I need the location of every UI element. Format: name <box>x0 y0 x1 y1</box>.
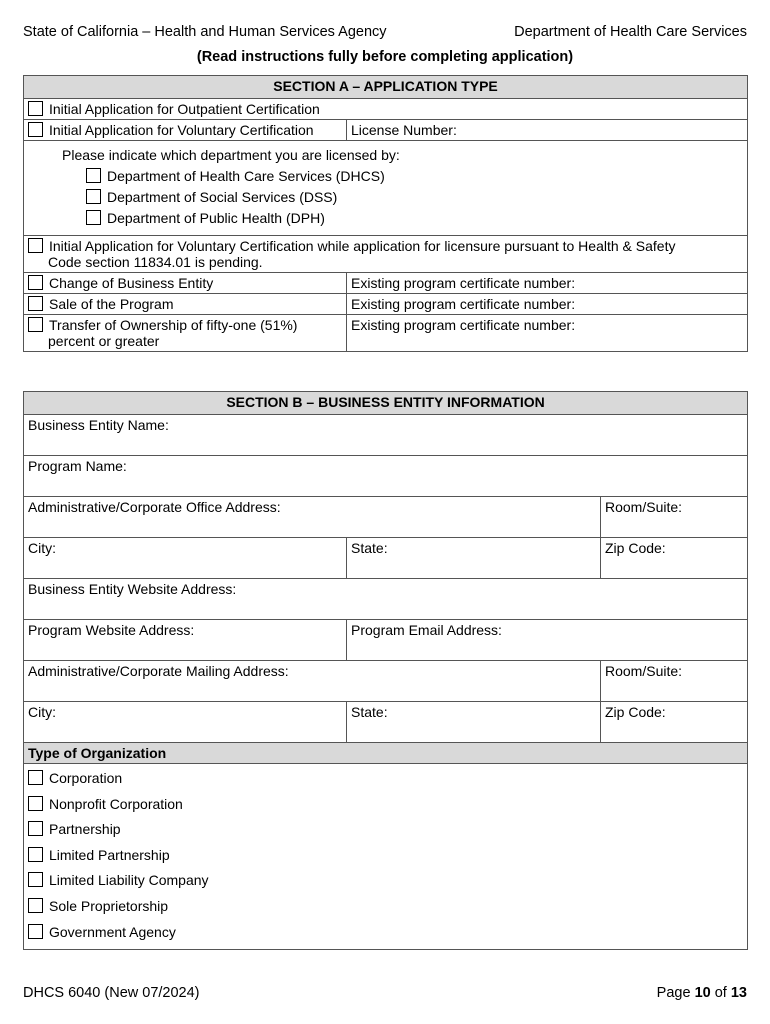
dph-checkbox[interactable] <box>86 210 101 225</box>
outpatient-row <box>24 99 748 120</box>
section-a-title: SECTION A – APPLICATION TYPE <box>24 76 748 99</box>
org-type-list <box>24 764 748 950</box>
program-website-field[interactable] <box>24 620 347 661</box>
voluntary-cell <box>24 120 347 141</box>
room-suite-field[interactable] <box>601 661 748 702</box>
license-number-field[interactable] <box>347 120 748 141</box>
dept-option <box>86 187 743 208</box>
state-field[interactable] <box>347 702 601 743</box>
city-label: City: <box>28 704 56 720</box>
state-label: State: <box>351 540 388 556</box>
section-b-table <box>23 391 748 950</box>
room-suite-field[interactable] <box>601 497 748 538</box>
sale-checkbox[interactable] <box>28 296 43 311</box>
nonprofit-checkbox[interactable] <box>28 796 43 811</box>
agency-header: State of California – Health and Human Services Agency <box>23 24 387 40</box>
transfer-checkbox[interactable] <box>28 317 43 332</box>
voluntary-pending-label: Initial Application for Voluntary Certification while application for licensure pursuant to Health & Safety <box>49 238 676 254</box>
change-entity-cell <box>24 273 347 294</box>
voluntary-checkbox[interactable] <box>28 122 43 137</box>
dhcs-checkbox[interactable] <box>86 168 101 183</box>
sale-cell <box>24 294 347 315</box>
zip-field[interactable] <box>601 702 748 743</box>
existing-cert-field[interactable] <box>347 273 748 294</box>
org-type-label: Limited Partnership <box>49 846 170 863</box>
transfer-label: Transfer of Ownership of fifty-one (51%) <box>49 317 298 333</box>
change-entity-label: Change of Business Entity <box>49 275 214 291</box>
entity-name-field[interactable] <box>24 415 748 456</box>
existing-cert-field[interactable] <box>347 315 748 352</box>
program-name-field[interactable] <box>24 456 748 497</box>
outpatient-label: Initial Application for Outpatient Certification <box>49 101 320 117</box>
change-entity-checkbox[interactable] <box>28 275 43 290</box>
state-field[interactable] <box>347 538 601 579</box>
city-label: City: <box>28 540 56 556</box>
dept-option <box>86 166 743 187</box>
room-suite-label: Room/Suite: <box>605 663 683 679</box>
section-a-table <box>23 75 748 352</box>
org-type-label: Limited Liability Company <box>49 872 209 889</box>
org-type-label: Sole Proprietorship <box>49 897 169 914</box>
page-of: of <box>714 985 727 1001</box>
org-type-option <box>28 894 743 920</box>
admin-address-label: Administrative/Corporate Office Address: <box>28 499 281 515</box>
org-type-label: Partnership <box>49 821 121 838</box>
licensed-by-prompt: Please indicate which department you are licensed by: <box>62 147 400 163</box>
limited-partnership-checkbox[interactable] <box>28 847 43 862</box>
program-website-label: Program Website Address: <box>28 622 195 638</box>
org-type-title: Type of Organization <box>24 743 748 764</box>
license-number-label: License Number: <box>351 122 457 138</box>
transfer-label-2: percent or greater <box>48 333 160 349</box>
entity-website-field[interactable] <box>24 579 748 620</box>
voluntary-label: Initial Application for Voluntary Certification <box>49 122 314 138</box>
form-id: DHCS 6040 (New 07/2024) <box>23 985 200 1001</box>
zip-label: Zip Code: <box>605 704 666 720</box>
dept-option <box>86 208 743 229</box>
room-suite-label: Room/Suite: <box>605 499 683 515</box>
page-label: Page <box>656 985 691 1001</box>
admin-address-field[interactable] <box>24 497 601 538</box>
existing-cert-field[interactable] <box>347 294 748 315</box>
llc-checkbox[interactable] <box>28 872 43 887</box>
sale-label: Sale of the Program <box>49 296 174 312</box>
existing-cert-label: Existing program certificate number: <box>351 296 576 312</box>
dss-checkbox[interactable] <box>86 189 101 204</box>
outpatient-checkbox[interactable] <box>28 101 43 116</box>
page-number <box>657 985 747 1001</box>
partnership-checkbox[interactable] <box>28 821 43 836</box>
dept-label: Department of Social Services (DSS) <box>107 189 338 205</box>
city-field[interactable] <box>24 538 347 579</box>
org-type-option <box>28 766 743 792</box>
org-type-label: Corporation <box>49 770 123 786</box>
voluntary-pending-checkbox[interactable] <box>28 238 43 253</box>
state-label: State: <box>351 704 388 720</box>
voluntary-pending-label-2: Code section 11834.01 is pending. <box>48 254 263 270</box>
program-name-label: Program Name: <box>28 458 127 474</box>
page-current: 10 <box>694 985 711 1001</box>
government-agency-checkbox[interactable] <box>28 924 43 939</box>
dept-label: Department of Health Care Services (DHCS) <box>107 168 385 184</box>
corporation-checkbox[interactable] <box>28 770 43 785</box>
transfer-cell <box>24 315 347 352</box>
page-total: 13 <box>730 985 747 1001</box>
org-type-option <box>28 920 743 946</box>
entity-website-label: Business Entity Website Address: <box>28 581 237 597</box>
voluntary-pending-row <box>24 236 748 273</box>
existing-cert-label: Existing program certificate number: <box>351 275 576 291</box>
department-header: Department of Health Care Services <box>514 24 747 40</box>
org-type-option <box>28 868 743 894</box>
program-email-label: Program Email Address: <box>351 622 502 638</box>
org-type-option <box>28 843 743 869</box>
section-b-title: SECTION B – BUSINESS ENTITY INFORMATION <box>24 392 748 415</box>
dept-label: Department of Public Health (DPH) <box>107 210 325 226</box>
org-type-label: Government Agency <box>49 923 176 940</box>
program-email-field[interactable] <box>347 620 748 661</box>
licensed-by-cell <box>24 141 748 236</box>
zip-label: Zip Code: <box>605 540 666 556</box>
entity-name-label: Business Entity Name: <box>28 417 169 433</box>
org-type-option <box>28 792 743 818</box>
mailing-address-label: Administrative/Corporate Mailing Address: <box>28 663 289 679</box>
zip-field[interactable] <box>601 538 748 579</box>
existing-cert-label: Existing program certificate number: <box>351 317 576 333</box>
city-field[interactable] <box>24 702 347 743</box>
org-type-label: Nonprofit Corporation <box>49 795 183 812</box>
mailing-address-field[interactable] <box>24 661 601 702</box>
sole-proprietorship-checkbox[interactable] <box>28 898 43 913</box>
org-type-option <box>28 817 743 843</box>
instructions-note: (Read instructions fully before completing application) <box>196 49 574 65</box>
